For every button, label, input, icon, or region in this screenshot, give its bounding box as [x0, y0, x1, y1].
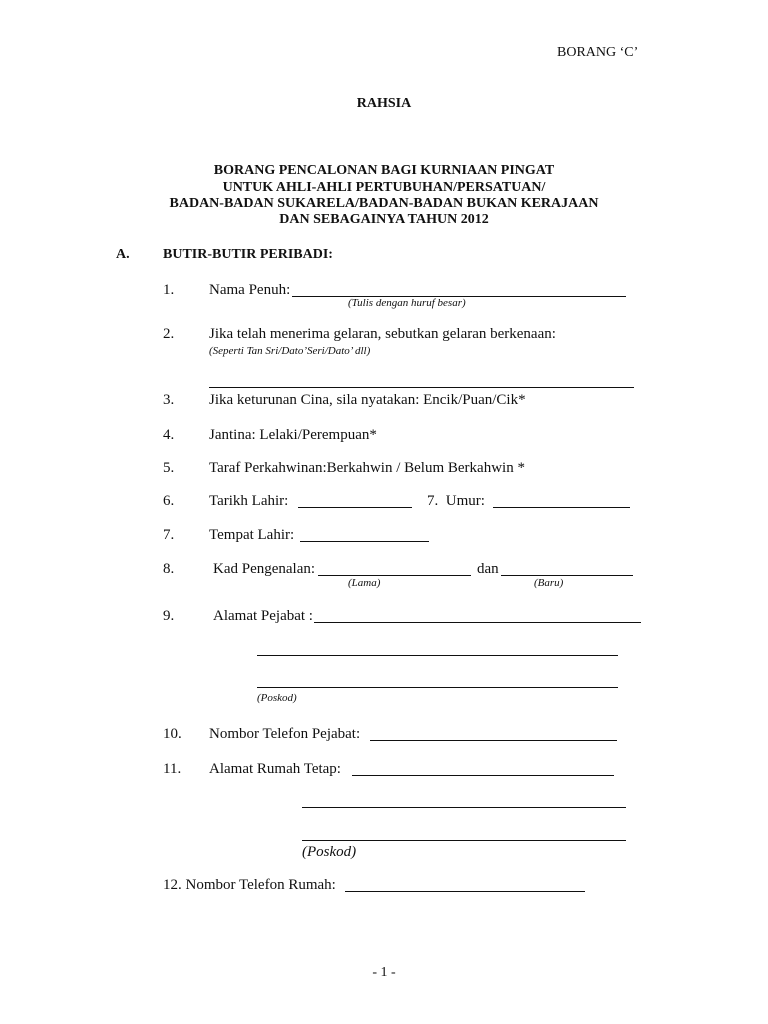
full-name-label: Nama Penuh:	[209, 282, 291, 298]
id-card-joiner: dan	[477, 561, 499, 577]
item-number: 5.	[163, 460, 175, 476]
item-number: 9.	[163, 608, 175, 624]
home-phone-label: 12. Nombor Telefon Rumah:	[163, 877, 336, 893]
birth-date-input-line[interactable]	[298, 507, 412, 508]
item-number: 6.	[163, 493, 175, 509]
item-number: 4.	[163, 427, 175, 443]
section-heading: BUTIR-BUTIR PERIBADI:	[163, 247, 333, 262]
form-code: BORANG ‘C’	[557, 45, 639, 60]
gender-label: Jantina: Lelaki/Perempuan*	[209, 427, 377, 443]
id-card-old-input-line[interactable]	[318, 575, 471, 576]
office-phone-input-line[interactable]	[370, 740, 617, 741]
classification-label: RAHSIA	[356, 96, 412, 111]
item-number: 3.	[163, 392, 175, 408]
item-number: 8.	[163, 561, 175, 577]
title-line-1: BORANG PENCALONAN BAGI KURNIAAN PINGAT	[213, 163, 555, 178]
id-card-new-input-line[interactable]	[501, 575, 633, 576]
office-address-label: Alamat Pejabat :	[213, 608, 313, 624]
home-address-line-1[interactable]	[352, 775, 614, 776]
full-name-note: (Tulis dengan huruf besar)	[348, 297, 466, 309]
item-number: 10.	[163, 726, 182, 742]
id-card-label: Kad Pengenalan:	[213, 561, 316, 577]
title-line-2: UNTUK AHLI-AHLI PERTUBUHAN/PERSATUAN/	[222, 180, 546, 195]
office-address-line-1[interactable]	[314, 622, 641, 623]
birth-date-label: Tarikh Lahir:	[209, 493, 289, 509]
section-letter: A.	[116, 247, 130, 262]
title-line-3: BADAN-BADAN SUKARELA/BADAN-BADAN BUKAN KERAJAAN	[169, 196, 599, 211]
title-honour-note: (Seperti Tan Sri/Dato’Seri/Dato’ dll)	[209, 345, 371, 357]
item-number: 7.	[163, 527, 175, 543]
item-number: 11.	[163, 761, 182, 777]
birth-place-label: Tempat Lahir:	[209, 527, 295, 543]
item-number: 2.	[163, 326, 175, 342]
page-number: - 1 -	[372, 965, 396, 980]
age-label: 7. Umur:	[427, 493, 485, 509]
id-card-new-note: (Baru)	[534, 577, 564, 589]
marital-status-label: Taraf Perkahwinan:Berkahwin / Belum Berkahwin *	[209, 460, 525, 476]
office-postcode-note: (Poskod)	[257, 692, 297, 704]
home-address-line-3[interactable]	[302, 840, 626, 841]
home-address-line-2[interactable]	[302, 807, 626, 808]
id-card-old-note: (Lama)	[348, 577, 381, 589]
title-honour-input-line[interactable]	[209, 387, 634, 388]
title-honour-label: Jika telah menerima gelaran, sebutkan gelaran berkenaan:	[209, 326, 556, 342]
office-address-line-3[interactable]	[257, 687, 618, 688]
office-address-line-2[interactable]	[257, 655, 618, 656]
office-phone-label: Nombor Telefon Pejabat:	[209, 726, 361, 742]
home-postcode-note: (Poskod)	[302, 844, 357, 860]
item-number: 1.	[163, 282, 175, 298]
home-phone-input-line[interactable]	[345, 891, 585, 892]
home-address-label: Alamat Rumah Tetap:	[209, 761, 341, 777]
chinese-salutation-label: Jika keturunan Cina, sila nyatakan: Encik/Puan/Cik*	[209, 392, 526, 408]
title-line-4: DAN SEBAGAINYA TAHUN 2012	[279, 212, 489, 227]
birth-place-input-line[interactable]	[300, 541, 429, 542]
age-input-line[interactable]	[493, 507, 630, 508]
